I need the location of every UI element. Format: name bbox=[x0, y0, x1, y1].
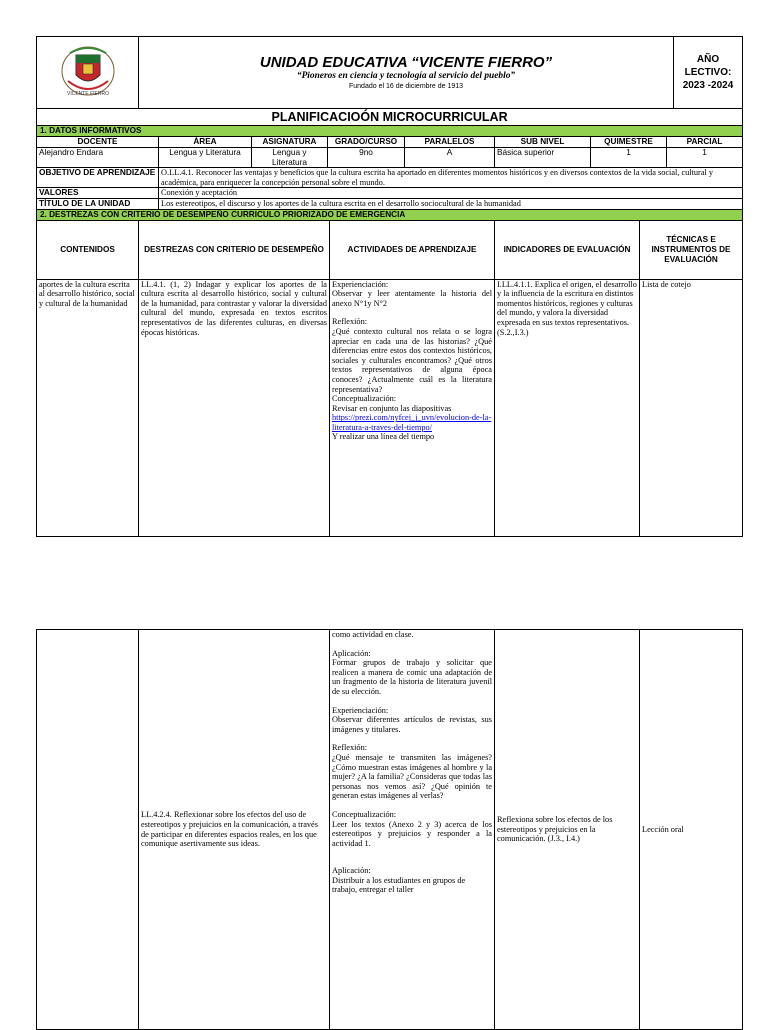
value-parcial: 1 bbox=[667, 148, 743, 168]
row2-destrezas: LL.4.2.4. Reflexionar sobre los efectos del uso de estereotipos y prejuicios en la comunicación, a través de participar en diferentes espacios reales, en los que comunique asertivamente sus ideas. bbox=[139, 630, 330, 1030]
row2-contenidos bbox=[37, 630, 139, 1030]
row1-indicadores: I.LL.4.1.1. Explica el origen, el desarrollo y la influencia de la escritura en distintos momentos históricos, regiones y culturas del mundo, y valora la diversidad expresada en sus textos representativos. (S.2.,I.3.) bbox=[495, 279, 640, 536]
row2-apl-text: Formar grupos de trabajo y solicitar que realicen a manera de comic una adaptación de un fragmento de la historia de literatura juvenil de su elección. bbox=[332, 658, 492, 696]
row2-con-title: Conceptualización: bbox=[332, 809, 397, 819]
row2-ref-text: ¿Qué mensaje te transmiten las imágenes? ¿Cómo muestran estas imágenes al hombre y la mujer? ¿A la familia? ¿Consideras que todas las personas nos vemos así? ¿Qué opinión te generan estas imágenes al verlas? bbox=[332, 752, 492, 801]
page-1 bbox=[36, 36, 742, 537]
school-logo-cell bbox=[37, 37, 139, 109]
header-destrezas: DESTREZAS CON CRITERIO DE DESEMPEÑO bbox=[139, 220, 330, 279]
row2-indicadores: Reflexiona sobre los efectos de los estereotipos y prejuicios en la comunicación. (J.3., I.4.) bbox=[495, 630, 640, 1030]
row1-destrezas: LL.4.1. (1, 2) Indagar y explicar los aportes de la cultura escrita al desarrollo histórico, social y cultural de la humanidad, para contrastar y valorar la diversidad cultural del mundo, expresada en textos escritos representativos de las diferentes culturas, en diversas épocas históricas. bbox=[139, 279, 330, 536]
header-asignatura: ASIGNATURA bbox=[252, 137, 328, 148]
header-indicadores: INDICADORES DE EVALUACIÓN bbox=[495, 220, 640, 279]
value-grado: 9no bbox=[328, 148, 405, 168]
row2-cont-text: como actividad en clase. bbox=[332, 630, 414, 639]
school-title-cell bbox=[139, 37, 674, 109]
unit-label: TÍTULO DE LA UNIDAD bbox=[37, 198, 159, 209]
row1-exp-title: Experienciación: bbox=[332, 279, 389, 289]
section1-title: 1. DATOS INFORMATIVOS bbox=[37, 126, 743, 137]
header-quimestre: QUIMESTRE bbox=[591, 137, 667, 148]
value-subnivel: Básica superior bbox=[495, 148, 591, 168]
header-actividades: ACTIVIDADES DE APRENDIZAJE bbox=[330, 220, 495, 279]
logo-text: VICENTE FIERRO bbox=[66, 91, 109, 98]
row1-ref-title: Reflexión: bbox=[332, 317, 368, 327]
activities-table-continued bbox=[36, 629, 743, 1030]
objective-label: OBJETIVO DE APRENDIZAJE bbox=[37, 168, 159, 188]
header-parcial: PARCIAL bbox=[667, 137, 743, 148]
row1-ref-text: ¿Qué contexto cultural nos relata o se logra apreciar en cada una de las historias? ¿Qué diferencias entre estos dos contextos históricos, sociales y culturales encontramos? ¿Qué otros textos representativos de alguna época conoces? ¿Actualmente cuál es la literatura representativa? bbox=[332, 326, 492, 394]
header-table bbox=[36, 36, 743, 109]
header-contenidos: CONTENIDOS bbox=[37, 220, 139, 279]
objective-value: O.LL.4.1. Reconocer las ventajas y beneficios que la cultura escrita ha aportado en diferentes momentos históricos y en diversos contextos de la vida social, cultural y académica, para enriquecer la concepción personal sobre el mundo. bbox=[159, 168, 743, 188]
row1-con-text: Revisar en conjunto las diapositivas bbox=[332, 403, 452, 413]
value-asignatura: Lengua y Literatura bbox=[252, 148, 328, 168]
school-year-cell bbox=[674, 37, 743, 109]
plan-title: PLANIFICACIOÓN MICROCURRICULAR bbox=[37, 109, 743, 126]
row2-tecnicas: Lección oral bbox=[640, 630, 743, 1030]
header-tecnicas: TÉCNICAS E INSTRUMENTOS DE EVALUACIÓN bbox=[640, 220, 743, 279]
header-docente: DOCENTE bbox=[37, 137, 159, 148]
unit-value: Los estereotipos, el discurso y los aportes de la cultura escrita en el desarrollo sociocultural de la humanidad bbox=[159, 198, 743, 209]
row1-actividades bbox=[330, 279, 495, 536]
row2-apl2-text: Distribuir a los estudiantes en grupos de trabajo, entregar el taller bbox=[332, 875, 466, 895]
row1-con-title: Conceptualización: bbox=[332, 394, 397, 404]
school-motto: “Pioneros en ciencia y tecnología al servicio del pueblo” bbox=[296, 71, 516, 81]
section2-title: 2. DESTREZAS CON CRITERIO DE DESEMPEÑO CURRICULO PRIORIZADO DE EMERGENCIA bbox=[37, 209, 743, 220]
header-subnivel: SUB NIVEL bbox=[495, 137, 591, 148]
row1-tecnicas: Lista de cotejo bbox=[640, 279, 743, 536]
row2-apl-title: Aplicación: bbox=[332, 648, 371, 658]
values-value: Conexión y aceptación bbox=[159, 188, 743, 199]
row2-exp-text: Observar diferentes artículos de revistas, sus imágenes y titulares. bbox=[332, 715, 492, 734]
row2-ref-title: Reflexión: bbox=[332, 743, 368, 753]
school-logo bbox=[56, 41, 120, 101]
row1-contenidos: aportes de la cultura escrita al desarrollo histórico, social y cultural de la humanidad bbox=[37, 279, 139, 536]
row2-apl2-title: Aplicación: bbox=[332, 866, 371, 876]
activities-table bbox=[36, 220, 743, 537]
plan-table bbox=[36, 108, 743, 221]
school-name: UNIDAD EDUCATIVA “VICENTE FIERRO” bbox=[259, 54, 553, 71]
prezi-link[interactable]: https://prezi.com/nyfcej_j_uvn/evolucion-de-la-literatura-a-traves-del-tiempo/ bbox=[332, 413, 492, 432]
header-area: ÁREA bbox=[159, 137, 252, 148]
row2-actividades bbox=[330, 630, 495, 1030]
year-label: AÑO LECTIVO: bbox=[684, 54, 732, 78]
row1-tail-text: Y realizar una línea del tiempo bbox=[332, 432, 435, 442]
value-docente: Alejandro Endara bbox=[37, 148, 159, 168]
value-area: Lengua y Literatura bbox=[159, 148, 252, 168]
header-paralelos: PARALELOS bbox=[405, 137, 495, 148]
row1-exp-text: Observar y leer atentamente la historia del anexo N°1y N°2 bbox=[332, 289, 492, 308]
founded-text: Fundado el 16 de diciembre de 1913 bbox=[348, 83, 464, 90]
page-2 bbox=[36, 629, 742, 1030]
value-paralelos: A bbox=[405, 148, 495, 168]
row2-exp-title: Experienciación: bbox=[332, 705, 389, 715]
header-grado: GRADO/CURSO bbox=[328, 137, 405, 148]
row2-con-text: Leer los textos (Anexo 2 y 3) acerca de los estereotipos y prejuicios y responder a la actividad 1. bbox=[332, 819, 492, 848]
year-value: 2023 -2024 bbox=[682, 80, 734, 91]
values-label: VALORES bbox=[37, 188, 159, 199]
value-quimestre: 1 bbox=[591, 148, 667, 168]
